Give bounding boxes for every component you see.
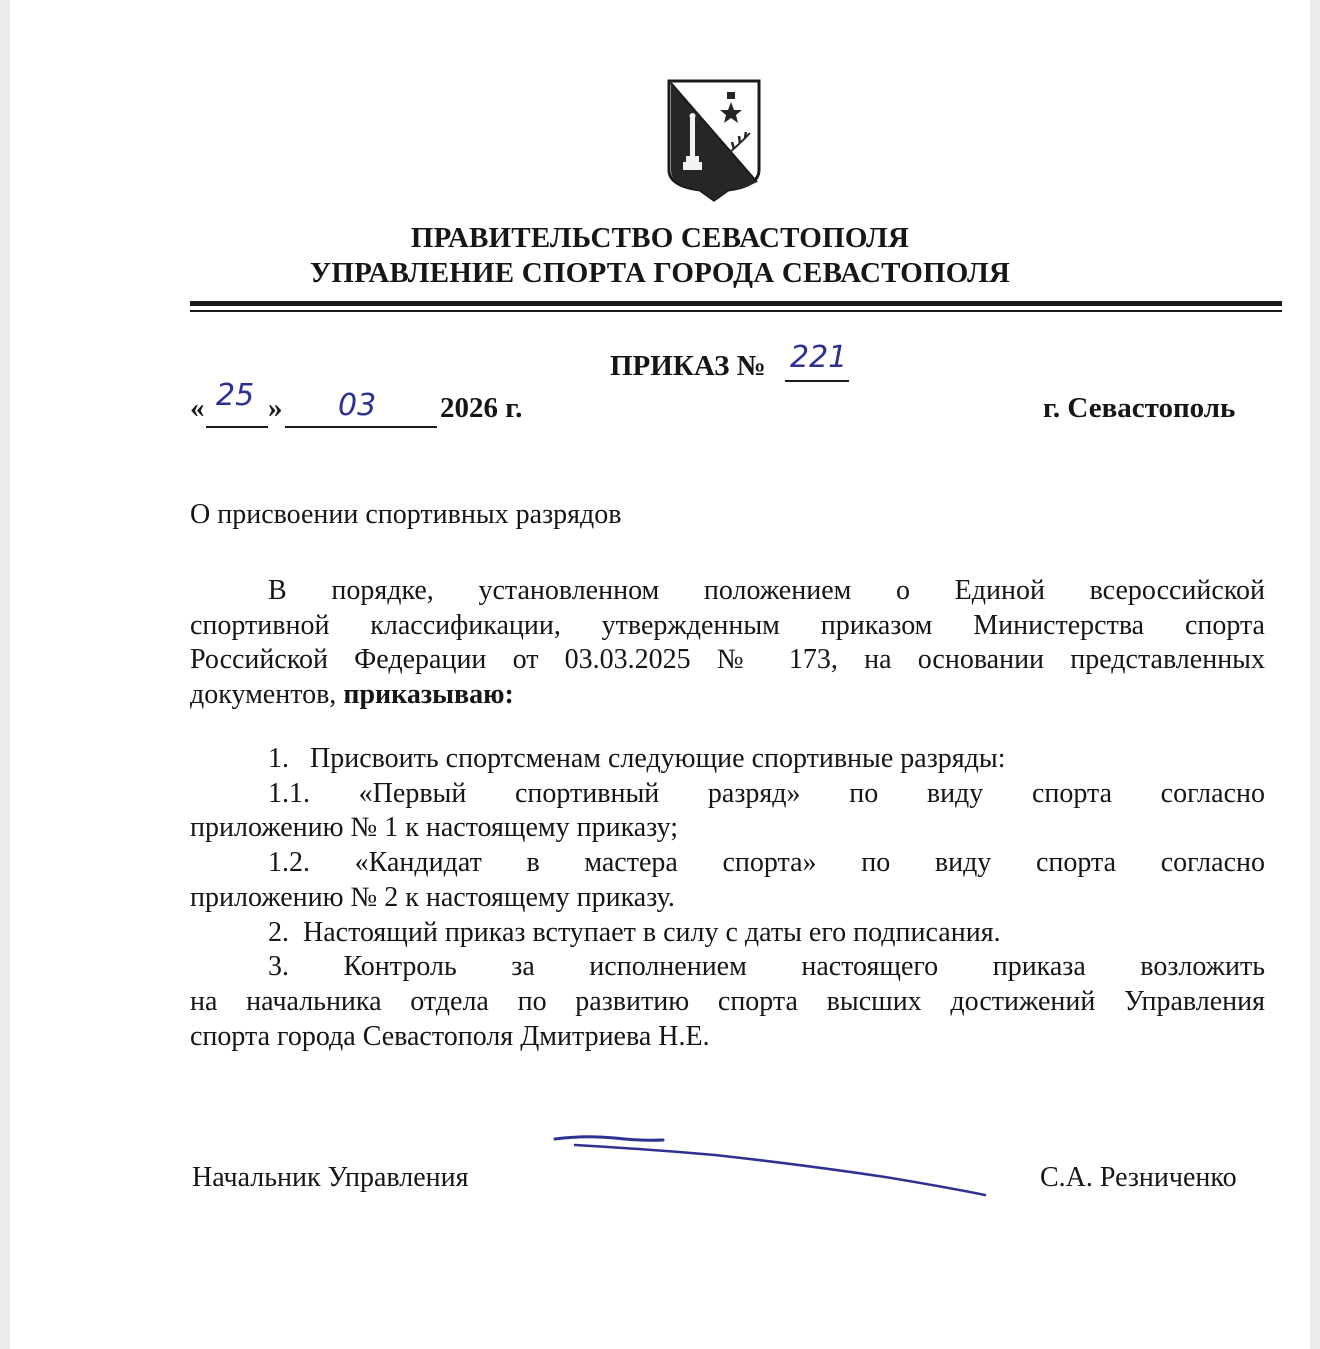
preamble-text: документов, (190, 679, 344, 711)
preamble-line-last (190, 678, 1265, 713)
signer-position: Начальник Управления (192, 1162, 469, 1193)
order-items (190, 742, 1265, 1054)
date-month-handwritten: 03 (338, 388, 377, 423)
date-day-handwritten: 25 (216, 378, 255, 413)
city: г. Севастополь (1043, 392, 1236, 424)
order-title: ПРИКАЗ № (610, 350, 766, 382)
department-name: УПРАВЛЕНИЕ СПОРТА ГОРОДА СЕВАСТОПОЛЯ (309, 257, 1011, 289)
item-3-cont-last: спорта города Севастополя Дмитриева Н.Е. (190, 1020, 710, 1052)
date-close-quote: » (268, 392, 283, 424)
header-rule-thin (190, 310, 1282, 312)
item-1-2: 1.2. «Кандидат в мастера спорта» по виду спорта согласно (268, 847, 1265, 879)
item-3: 3. Контроль за исполнением настоящего приказа возложить (268, 951, 1265, 983)
item-3-cont: на начальника отдела по развитию спорта высших достижений Управления (190, 985, 1265, 1017)
order-number-blank (785, 380, 849, 382)
header-rule-thick (190, 301, 1282, 306)
item-1-1: 1.1. «Первый спортивный разряд» по виду спорта согласно (268, 777, 1265, 809)
month-blank (285, 426, 437, 428)
day-blank (206, 426, 268, 428)
date-open-quote: « (190, 392, 205, 424)
government-name: ПРАВИТЕЛЬСТВО СЕВАСТОПОЛЯ (410, 222, 910, 254)
signer-name: С.А. Резниченко (1040, 1162, 1237, 1193)
preamble (190, 574, 1265, 713)
item-1: 1. Присвоить спортсменам следующие спортивные разряды: (268, 743, 1006, 774)
handwritten-signature (545, 1125, 995, 1210)
order-subject: О присвоении спортивных разрядов (190, 499, 622, 530)
date-year: 2026 г. (440, 392, 523, 424)
item-2: 2. Настоящий приказ вступает в силу с даты его подписания. (268, 916, 1001, 948)
item-1-2-cont: приложению № 2 к настоящему приказу. (190, 881, 675, 913)
preamble-line: В порядке, установленном положением о Единой всероссийской (268, 575, 1265, 606)
order-number-handwritten: 221 (790, 340, 848, 375)
preamble-line: спортивной классификации, утвержденным приказом Министерства спорта (190, 609, 1265, 641)
order-directive: приказываю: (343, 679, 514, 711)
sevastopol-coat-of-arms-icon (666, 78, 762, 202)
item-1-1-cont: приложению № 1 к настоящему приказу; (190, 812, 679, 844)
preamble-line: Российской Федерации от 03.03.2025 № 173, на основании представленных (190, 644, 1265, 676)
